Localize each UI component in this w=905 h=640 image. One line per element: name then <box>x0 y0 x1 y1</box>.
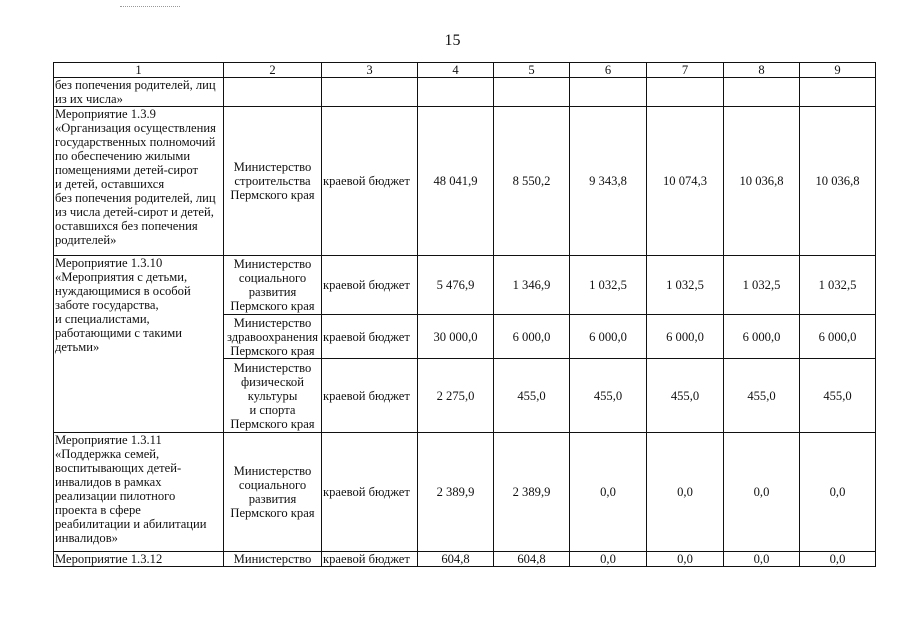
responsible-ministry: Министерство социального развития Пермского края <box>224 433 322 552</box>
value-cell: 2 389,9 <box>494 433 570 552</box>
value-cell: 0,0 <box>570 552 647 567</box>
value-cell: 455,0 <box>647 359 724 433</box>
value-cell: 1 032,5 <box>800 256 876 315</box>
value-cell: 10 036,8 <box>800 107 876 256</box>
value-cell: 48 041,9 <box>418 107 494 256</box>
value-cell: 0,0 <box>724 433 800 552</box>
budget-table <box>53 62 876 567</box>
value-cell: 455,0 <box>800 359 876 433</box>
column-number: 1 <box>54 63 224 78</box>
value-cell: 6 000,0 <box>494 315 570 359</box>
value-cell: 2 389,9 <box>418 433 494 552</box>
table-row <box>54 433 876 552</box>
value-cell: 10 036,8 <box>724 107 800 256</box>
value-cell: 10 074,3 <box>647 107 724 256</box>
responsible-ministry: Министерство физической культуры и спорта Пермского края <box>224 359 322 433</box>
value-cell: 0,0 <box>724 552 800 567</box>
value-cell: 1 032,5 <box>724 256 800 315</box>
value-cell: 455,0 <box>724 359 800 433</box>
measure-name-continued: без попечения родителей, лиц из их числа» <box>54 78 224 107</box>
value-cell: 30 000,0 <box>418 315 494 359</box>
column-number: 7 <box>647 63 724 78</box>
column-number: 2 <box>224 63 322 78</box>
value-cell: 0,0 <box>647 552 724 567</box>
measure-name: Мероприятие 1.3.9 «Организация осуществления государственных полномочий по обеспечению жилыми помещениями детей-сирот и детей, оставшихся без попечения родителей, лиц из числа детей-сирот и детей, оставшихся без попечения родителей» <box>54 107 224 256</box>
page-number: 15 <box>444 32 461 49</box>
value-cell: 9 343,8 <box>570 107 647 256</box>
value-cell: 1 032,5 <box>647 256 724 315</box>
responsible-ministry: Министерство здравоохранения Пермского края <box>224 315 322 359</box>
value-cell: 6 000,0 <box>800 315 876 359</box>
column-number: 9 <box>800 63 876 78</box>
value-cell: 8 550,2 <box>494 107 570 256</box>
value-cell: 5 476,9 <box>418 256 494 315</box>
scan-artifact <box>120 6 180 9</box>
value-cell: 1 032,5 <box>570 256 647 315</box>
value-cell: 455,0 <box>570 359 647 433</box>
measure-name: Мероприятие 1.3.11 «Поддержка семей, воспитывающих детей- инвалидов в рамках реализации пилотного проекта в сфере реабилитации и абилитации инвалидов» <box>54 433 224 552</box>
measure-name: Мероприятие 1.3.10 «Мероприятия с детьми, нуждающимися в особой заботе государства, и специалистами, работающими с такими детьми» <box>54 256 224 433</box>
funding-source: краевой бюджет <box>322 433 418 552</box>
funding-source: краевой бюджет <box>322 107 418 256</box>
value-cell: 6 000,0 <box>724 315 800 359</box>
value-cell: 604,8 <box>494 552 570 567</box>
column-number: 5 <box>494 63 570 78</box>
responsible-ministry: Министерство <box>224 552 322 567</box>
value-cell: 2 275,0 <box>418 359 494 433</box>
value-cell: 0,0 <box>647 433 724 552</box>
table-row <box>54 107 876 256</box>
table-row <box>54 256 876 315</box>
value-cell: 0,0 <box>570 433 647 552</box>
column-number: 3 <box>322 63 418 78</box>
measure-name: Мероприятие 1.3.12 <box>54 552 224 567</box>
responsible-ministry: Министерство строительства Пермского края <box>224 107 322 256</box>
column-number: 4 <box>418 63 494 78</box>
funding-source: краевой бюджет <box>322 552 418 567</box>
table-row <box>54 78 876 107</box>
column-number: 8 <box>724 63 800 78</box>
funding-source: краевой бюджет <box>322 359 418 433</box>
funding-source: краевой бюджет <box>322 256 418 315</box>
value-cell: 455,0 <box>494 359 570 433</box>
value-cell: 0,0 <box>800 433 876 552</box>
column-number: 6 <box>570 63 647 78</box>
column-number-row <box>54 63 876 78</box>
table-row <box>54 552 876 567</box>
value-cell: 6 000,0 <box>570 315 647 359</box>
value-cell: 604,8 <box>418 552 494 567</box>
value-cell: 0,0 <box>800 552 876 567</box>
responsible-ministry: Министерство социального развития Пермского края <box>224 256 322 315</box>
funding-source: краевой бюджет <box>322 315 418 359</box>
value-cell: 1 346,9 <box>494 256 570 315</box>
value-cell: 6 000,0 <box>647 315 724 359</box>
